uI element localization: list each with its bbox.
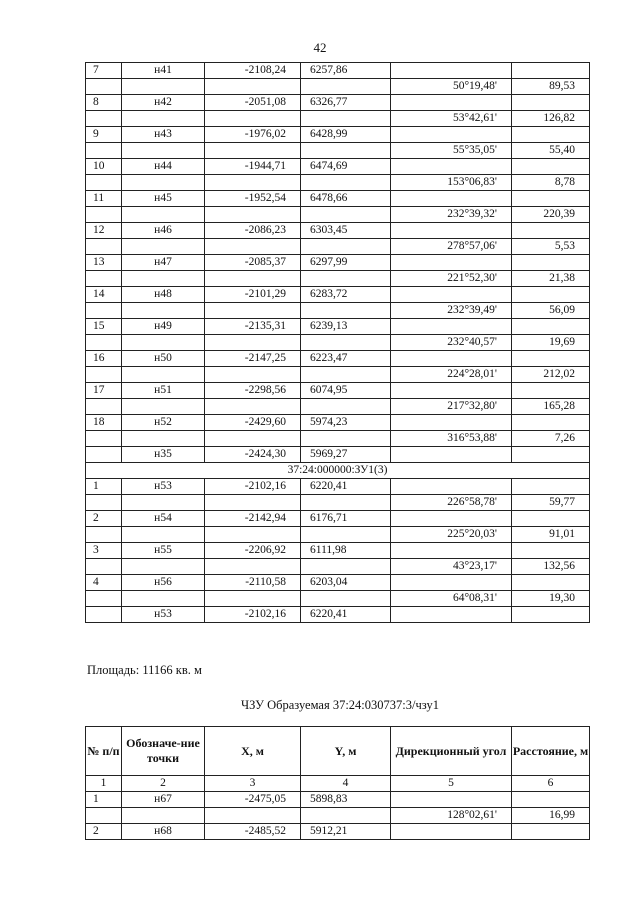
cell-distance — [512, 575, 590, 591]
cell-number: 16 — [86, 351, 122, 367]
cell-y — [301, 271, 391, 287]
cell-distance — [512, 792, 590, 808]
cell-angle: 225°20,03' — [391, 527, 512, 543]
cell-distance — [512, 191, 590, 207]
cell-number: 8 — [86, 95, 122, 111]
cell-angle — [391, 479, 512, 495]
cell-y — [301, 303, 391, 319]
table-row — [86, 792, 590, 808]
cell-number — [86, 239, 122, 255]
cell-distance: 19,69 — [512, 335, 590, 351]
cell-angle: 55°35,05' — [391, 143, 512, 159]
cell-number: 11 — [86, 191, 122, 207]
cell-number — [86, 431, 122, 447]
cell-point: н53 — [122, 607, 205, 623]
cell-number — [86, 271, 122, 287]
cell-angle — [391, 792, 512, 808]
cell-point: н54 — [122, 511, 205, 527]
cell-distance — [512, 447, 590, 463]
cell-point — [122, 495, 205, 511]
cell-number: 3 — [86, 543, 122, 559]
cell-x: -2147,25 — [205, 351, 301, 367]
cell-x: -2142,94 — [205, 511, 301, 527]
cell-y: 6220,41 — [301, 607, 391, 623]
cell-y — [301, 175, 391, 191]
cell-distance: 21,38 — [512, 271, 590, 287]
cell-angle: 232°39,49' — [391, 303, 512, 319]
header-distance: Расстояние, м — [512, 727, 590, 776]
section-title: 37:24:000000:ЗУ1(3) — [86, 463, 590, 479]
cell-angle — [391, 607, 512, 623]
cell-y — [301, 143, 391, 159]
table-row — [86, 575, 590, 591]
cell-x — [205, 335, 301, 351]
cell-point — [122, 207, 205, 223]
table-row — [86, 175, 590, 191]
cell-point: н49 — [122, 319, 205, 335]
table-row — [86, 191, 590, 207]
cell-number: 14 — [86, 287, 122, 303]
cell-angle: 221°52,30' — [391, 271, 512, 287]
cell-number: 18 — [86, 415, 122, 431]
cell-number — [86, 527, 122, 543]
cell-x: -2206,92 — [205, 543, 301, 559]
cell-angle — [391, 543, 512, 559]
cell-angle — [391, 511, 512, 527]
cell-distance: 56,09 — [512, 303, 590, 319]
cell-y: 5969,27 — [301, 447, 391, 463]
cell-number — [86, 175, 122, 191]
cell-number: 1 — [86, 479, 122, 495]
cell-distance: 220,39 — [512, 207, 590, 223]
cell-point — [122, 399, 205, 415]
cell-x: -1976,02 — [205, 127, 301, 143]
cell-x: -1944,71 — [205, 159, 301, 175]
cell-x — [205, 175, 301, 191]
cell-y: 5912,21 — [301, 824, 391, 840]
table-row — [86, 303, 590, 319]
cell-x: -1952,54 — [205, 191, 301, 207]
table-caption: ЧЗУ Образуемая 37:24:030737:3/чзу1 — [241, 698, 439, 712]
cell-y: 6326,77 — [301, 95, 391, 111]
cell-distance — [512, 63, 590, 79]
column-number-row — [86, 776, 590, 792]
cell-distance — [512, 511, 590, 527]
cell-point — [122, 79, 205, 95]
cell-point — [122, 367, 205, 383]
cell-x — [205, 431, 301, 447]
table-row — [86, 223, 590, 239]
table-row — [86, 808, 590, 824]
table-row — [86, 479, 590, 495]
table-row — [86, 239, 590, 255]
table-row — [86, 431, 590, 447]
cell-angle: 64°08,31' — [391, 591, 512, 607]
cell-y: 6239,13 — [301, 319, 391, 335]
cell-y: 6478,66 — [301, 191, 391, 207]
cell-angle: 224°28,01' — [391, 367, 512, 383]
page-number: 42 — [313, 40, 327, 55]
cell-distance — [512, 159, 590, 175]
cell-number — [86, 79, 122, 95]
cell-point: н51 — [122, 383, 205, 399]
cell-x: -2102,16 — [205, 607, 301, 623]
table-row — [86, 351, 590, 367]
cell-number — [86, 367, 122, 383]
cell-angle — [391, 415, 512, 431]
cell-x — [205, 303, 301, 319]
cell-distance — [512, 479, 590, 495]
cell-point: н45 — [122, 191, 205, 207]
cell-distance: 89,53 — [512, 79, 590, 95]
colnum: 4 — [301, 776, 391, 792]
header-point: Обозначе-ние точки — [122, 727, 205, 776]
cell-point: н47 — [122, 255, 205, 271]
cell-number — [86, 447, 122, 463]
table-row — [86, 415, 590, 431]
cell-x — [205, 399, 301, 415]
cell-angle: 128°02,61' — [391, 808, 512, 824]
coordinates-table — [85, 62, 590, 623]
cell-distance: 5,53 — [512, 239, 590, 255]
cell-distance — [512, 415, 590, 431]
cell-x: -2429,60 — [205, 415, 301, 431]
cell-angle — [391, 447, 512, 463]
cell-x — [205, 559, 301, 575]
cell-point — [122, 111, 205, 127]
cell-y — [301, 431, 391, 447]
cell-angle — [391, 255, 512, 271]
cell-point: н42 — [122, 95, 205, 111]
cell-distance: 212,02 — [512, 367, 590, 383]
cell-number: 17 — [86, 383, 122, 399]
chzu-coordinates-table — [85, 726, 590, 840]
header-angle: Дирекционный угол — [391, 727, 512, 776]
cell-y: 6176,71 — [301, 511, 391, 527]
cell-x: -2475,05 — [205, 792, 301, 808]
cell-x: -2101,29 — [205, 287, 301, 303]
cell-distance — [512, 383, 590, 399]
cell-y: 6111,98 — [301, 543, 391, 559]
cell-x: -2110,58 — [205, 575, 301, 591]
cell-x — [205, 367, 301, 383]
colnum: 1 — [86, 776, 122, 792]
cell-point — [122, 591, 205, 607]
table-row — [86, 335, 590, 351]
cell-x: -2086,23 — [205, 223, 301, 239]
cell-y: 6223,47 — [301, 351, 391, 367]
table-row — [86, 143, 590, 159]
colnum: 3 — [205, 776, 301, 792]
cell-angle: 316°53,88' — [391, 431, 512, 447]
cell-x: -2085,37 — [205, 255, 301, 271]
cell-angle — [391, 95, 512, 111]
cell-y: 6203,04 — [301, 575, 391, 591]
table-row — [86, 383, 590, 399]
cell-point: н35 — [122, 447, 205, 463]
cell-angle: 278°57,06' — [391, 239, 512, 255]
cell-distance — [512, 543, 590, 559]
header-row — [86, 727, 590, 776]
cell-x — [205, 808, 301, 824]
header-no: № п/п — [86, 727, 122, 776]
table-row — [86, 527, 590, 543]
table-row — [86, 607, 590, 623]
cell-point: н52 — [122, 415, 205, 431]
cell-y: 6074,95 — [301, 383, 391, 399]
cell-angle: 226°58,78' — [391, 495, 512, 511]
cell-point: н44 — [122, 159, 205, 175]
table-row — [86, 495, 590, 511]
colnum: 5 — [391, 776, 512, 792]
cell-number: 9 — [86, 127, 122, 143]
cell-point: н41 — [122, 63, 205, 79]
cell-x: -2051,08 — [205, 95, 301, 111]
cell-angle — [391, 63, 512, 79]
cell-number — [86, 607, 122, 623]
cell-x — [205, 111, 301, 127]
cell-point: н67 — [122, 792, 205, 808]
cell-distance — [512, 319, 590, 335]
cell-angle: 217°32,80' — [391, 399, 512, 415]
cell-number — [86, 143, 122, 159]
cell-distance: 8,78 — [512, 175, 590, 191]
cell-number: 13 — [86, 255, 122, 271]
cell-point — [122, 271, 205, 287]
cell-number: 7 — [86, 63, 122, 79]
cell-y — [301, 527, 391, 543]
cell-y — [301, 808, 391, 824]
cell-x — [205, 271, 301, 287]
table-row — [86, 287, 590, 303]
cell-distance — [512, 351, 590, 367]
cell-distance: 55,40 — [512, 143, 590, 159]
cell-number — [86, 559, 122, 575]
cell-y: 6474,69 — [301, 159, 391, 175]
cell-point: н53 — [122, 479, 205, 495]
table-row — [86, 591, 590, 607]
cell-point: н55 — [122, 543, 205, 559]
colnum: 6 — [512, 776, 590, 792]
cell-y — [301, 495, 391, 511]
cell-point: н68 — [122, 824, 205, 840]
cell-number: 15 — [86, 319, 122, 335]
cell-y: 6297,99 — [301, 255, 391, 271]
table-row — [86, 543, 590, 559]
cell-angle: 232°40,57' — [391, 335, 512, 351]
cell-y — [301, 79, 391, 95]
cell-number — [86, 591, 122, 607]
cell-distance — [512, 607, 590, 623]
cell-point — [122, 239, 205, 255]
cell-number: 1 — [86, 792, 122, 808]
cell-point: н43 — [122, 127, 205, 143]
cell-x: -2135,31 — [205, 319, 301, 335]
table-row — [86, 79, 590, 95]
cell-x: -2298,56 — [205, 383, 301, 399]
cell-angle: 153°06,83' — [391, 175, 512, 191]
cell-angle — [391, 191, 512, 207]
cell-y — [301, 559, 391, 575]
cell-y — [301, 207, 391, 223]
table-row — [86, 319, 590, 335]
cell-x — [205, 591, 301, 607]
cell-x — [205, 79, 301, 95]
cell-point — [122, 559, 205, 575]
cell-y: 6283,72 — [301, 287, 391, 303]
table-row — [86, 399, 590, 415]
cell-angle — [391, 383, 512, 399]
cell-distance — [512, 127, 590, 143]
cell-distance: 91,01 — [512, 527, 590, 543]
cell-x: -2424,30 — [205, 447, 301, 463]
table-row — [86, 63, 590, 79]
cell-y — [301, 367, 391, 383]
cell-angle — [391, 127, 512, 143]
cell-x — [205, 495, 301, 511]
cell-number — [86, 399, 122, 415]
cell-number — [86, 207, 122, 223]
cell-y — [301, 591, 391, 607]
cell-x: -2485,52 — [205, 824, 301, 840]
cell-x — [205, 239, 301, 255]
cell-y — [301, 111, 391, 127]
cell-y: 6257,86 — [301, 63, 391, 79]
table-row — [86, 271, 590, 287]
cell-number: 10 — [86, 159, 122, 175]
cell-distance: 165,28 — [512, 399, 590, 415]
cell-y — [301, 399, 391, 415]
cell-distance: 59,77 — [512, 495, 590, 511]
table-row — [86, 824, 590, 840]
cell-angle — [391, 159, 512, 175]
cell-number: 2 — [86, 824, 122, 840]
cell-distance: 16,99 — [512, 808, 590, 824]
section-row — [86, 463, 590, 479]
cell-angle — [391, 319, 512, 335]
cell-number — [86, 335, 122, 351]
cell-point — [122, 175, 205, 191]
cell-number — [86, 303, 122, 319]
cell-angle: 232°39,32' — [391, 207, 512, 223]
table-row — [86, 447, 590, 463]
cell-distance: 19,30 — [512, 591, 590, 607]
cell-angle: 53°42,61' — [391, 111, 512, 127]
header-y: Y, м — [301, 727, 391, 776]
cell-angle — [391, 223, 512, 239]
cell-point — [122, 335, 205, 351]
cell-distance — [512, 824, 590, 840]
table-row — [86, 95, 590, 111]
cell-angle — [391, 351, 512, 367]
cell-y: 5974,23 — [301, 415, 391, 431]
area-text: Площадь: 11166 кв. м — [87, 663, 202, 677]
cell-y: 6428,99 — [301, 127, 391, 143]
colnum: 2 — [122, 776, 205, 792]
cell-y — [301, 239, 391, 255]
table-row — [86, 159, 590, 175]
cell-number: 2 — [86, 511, 122, 527]
cell-y: 6220,41 — [301, 479, 391, 495]
cell-point: н46 — [122, 223, 205, 239]
cell-number — [86, 111, 122, 127]
cell-point — [122, 143, 205, 159]
cell-x: -2102,16 — [205, 479, 301, 495]
cell-distance: 7,26 — [512, 431, 590, 447]
cell-distance — [512, 255, 590, 271]
cell-number — [86, 495, 122, 511]
cell-point — [122, 808, 205, 824]
cell-distance — [512, 287, 590, 303]
cell-y: 5898,83 — [301, 792, 391, 808]
cell-angle — [391, 575, 512, 591]
table-row — [86, 207, 590, 223]
cell-angle — [391, 287, 512, 303]
table-row — [86, 511, 590, 527]
cell-distance: 132,56 — [512, 559, 590, 575]
cell-distance — [512, 95, 590, 111]
cell-y — [301, 335, 391, 351]
table-row — [86, 127, 590, 143]
cell-distance: 126,82 — [512, 111, 590, 127]
cell-point — [122, 527, 205, 543]
cell-point — [122, 303, 205, 319]
table-row — [86, 255, 590, 271]
cell-y: 6303,45 — [301, 223, 391, 239]
cell-x — [205, 207, 301, 223]
cell-angle — [391, 824, 512, 840]
cell-point: н48 — [122, 287, 205, 303]
cell-angle: 50°19,48' — [391, 79, 512, 95]
table-row — [86, 559, 590, 575]
cell-point: н56 — [122, 575, 205, 591]
cell-angle: 43°23,17' — [391, 559, 512, 575]
cell-number: 4 — [86, 575, 122, 591]
cell-x: -2108,24 — [205, 63, 301, 79]
table-row — [86, 111, 590, 127]
cell-x — [205, 143, 301, 159]
cell-distance — [512, 223, 590, 239]
cell-number: 12 — [86, 223, 122, 239]
table-row — [86, 367, 590, 383]
cell-number — [86, 808, 122, 824]
cell-point: н50 — [122, 351, 205, 367]
header-x: X, м — [205, 727, 301, 776]
cell-point — [122, 431, 205, 447]
cell-x — [205, 527, 301, 543]
